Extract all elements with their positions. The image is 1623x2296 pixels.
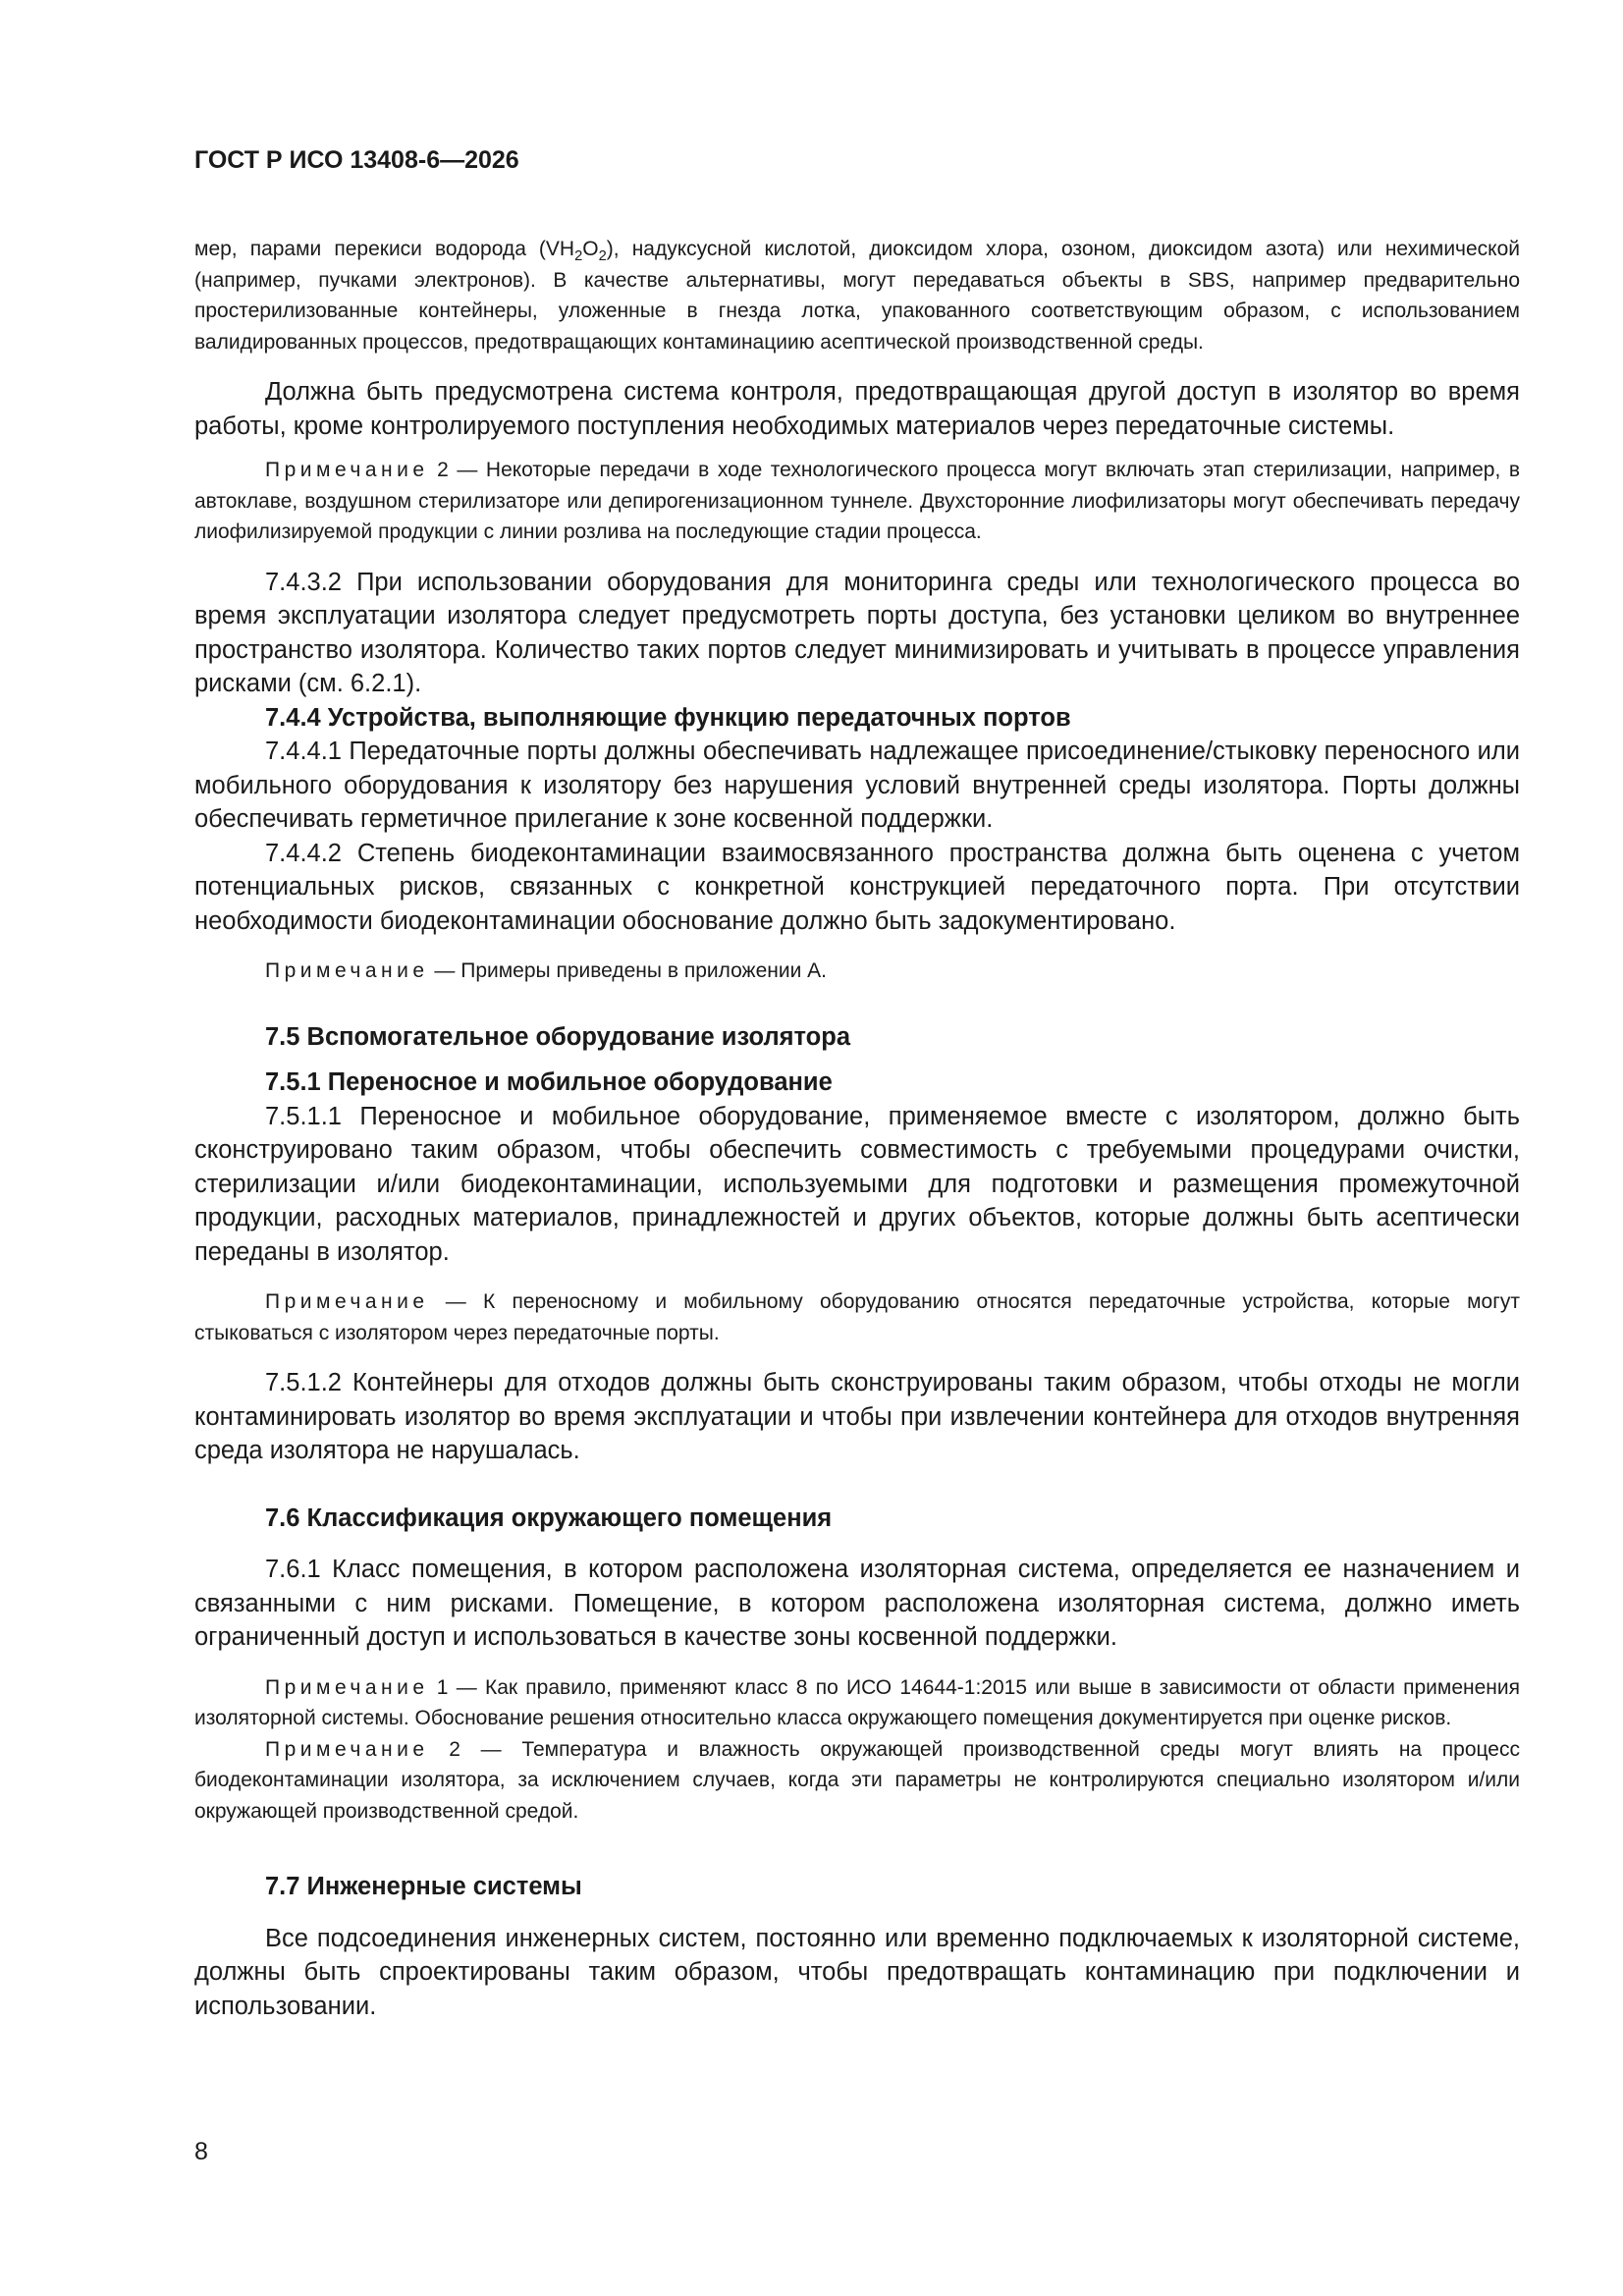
note-transfers xyxy=(194,455,1520,548)
paragraph-control-system: Должна быть предусмотрена система контроля, предотвращающая другой доступ в изолятор во время работы, кроме контролируемого поступления необходимых материалов через передаточные системы. xyxy=(194,378,1520,440)
page-content xyxy=(194,145,1520,2023)
note-examples xyxy=(194,956,1520,987)
heading-7-6: 7.6 Классификация окружающего помещения xyxy=(265,1503,833,1532)
paragraph-7-5-1-2: 7.5.1.2 Контейнеры для отходов должны быть сконструированы таким образом, чтобы отходы не могли контаминировать изолятор во время эксплуатации и чтобы при извлечении контейнера для отходов внутренняя среда изолятора не нарушалась. xyxy=(194,1369,1520,1464)
note-label: Примечание xyxy=(265,959,429,982)
heading-7-7: 7.7 Инженерные системы xyxy=(265,1873,582,1900)
note-label: Примечание xyxy=(265,1675,429,1699)
note-label: Примечание xyxy=(265,1737,429,1761)
note-mobile-equipment xyxy=(194,1286,1520,1348)
note-class-8 xyxy=(194,1672,1520,1734)
note-label: Примечание xyxy=(265,1290,429,1313)
paragraph-continuation xyxy=(194,234,1520,357)
note-text: — Примеры приведены в приложении А. xyxy=(428,959,828,982)
document-header: ГОСТ Р ИСО 13408-6—2026 xyxy=(194,146,519,174)
heading-7-4-4: 7.4.4 Устройства, выполняющие функцию передаточных портов xyxy=(265,703,1071,732)
heading-7-5: 7.5 Вспомогательное оборудование изолятора xyxy=(265,1022,851,1051)
heading-7-5-1: 7.5.1 Переносное и мобильное оборудование xyxy=(265,1068,833,1096)
paragraph-7-6-1: 7.6.1 Класс помещения, в котором расположена изоляторная система, определяется ее назначением и связанными с ним рисками. Помещение, в котором расположена изоляторная система, должно иметь ограниченный доступ и использоваться в качестве зоны косвенной поддержки. xyxy=(194,1556,1520,1651)
subscript: 2 xyxy=(598,248,607,265)
paragraph-text-part: ), надуксусной кислотой, диоксидом хлора, озоном, диоксидом азота) или нехимической (например, пучками электронов). В качестве альтернативы, могут передаваться объекты в SBS, например предварительно простерилизованные контейнеры, уложенные в гнезда лотка, упакованного соответствующим образом, с использованием валидированных процессов, предотвращающих контаминациию асептической производственной среды. xyxy=(194,238,1520,354)
note-text: 2 — Температура и влажность окружающей производственной среды могут влиять на процесс биодеконтаминации изолятора, за исключением случаев, когда эти параметры не контролируются специально изолятором и/или окружающей производственной средой. xyxy=(194,1737,1520,1823)
paragraph-7-4-3-2: 7.4.3.2 При использовании оборудования для мониторинга среды или технологического процесса во время эксплуатации изолятора следует предусмотреть порты доступа, без установки целиком во внутреннее пространство изолятора. Количество таких портов следует минимизировать и учитывать в процессе управления рисками (см. 6.2.1). xyxy=(194,568,1520,697)
paragraph-text-part: O xyxy=(582,238,599,260)
paragraph-text-part: мер, парами перекиси водорода (VH xyxy=(194,238,575,260)
note-text: 1 — Как правило, применяют класс 8 по ИСО 14644-1:2015 или выше в зависимости от области применения изоляторной системы. Обоснование решения относительно класса окружающего помещения документируется при оценке рисков. xyxy=(194,1675,1520,1729)
paragraph-7-4-4-2: 7.4.4.2 Степень биодеконтаминации взаимосвязанного пространства должна быть оценена с учетом потенциальных рисков, связанных с конкретной конструкцией передаточного порта. При отсутствии необходимости биодеконтаминации обоснование должно быть задокументировано. xyxy=(194,839,1520,935)
paragraph-engineering-systems: Все подсоединения инженерных систем, постоянно или временно подключаемых к изоляторной системе, должны быть спроектированы таким образом, чтобы предотвращать контаминацию при подключении и использовании. xyxy=(194,1924,1520,2020)
paragraph-7-4-4-1: 7.4.4.1 Передаточные порты должны обеспечивать надлежащее присоединение/стыковку переносного или мобильного оборудования к изолятору без нарушения условий внутренней среды изолятора. Порты должны обеспечивать герметичное прилегание к зоне косвенной поддержки. xyxy=(194,738,1520,833)
note-label: Примечание xyxy=(265,459,429,481)
note-text: 2 — Некоторые передачи в ходе технологического процесса могут включать этап стерилизации, например, в автоклаве, воздушном стерилизаторе или депирогенизационном туннеле. Двухсторонние лиофилизаторы могут обеспечивать передачу лиофилизируемой продукции с линии розлива на последующие стадии процесса. xyxy=(194,459,1520,543)
note-text: — К переносному и мобильному оборудованию относятся передаточные устройства, которые могут стыковаться с изолятором через передаточные порты. xyxy=(194,1290,1520,1344)
subscript: 2 xyxy=(574,248,583,265)
paragraph-7-5-1-1: 7.5.1.1 Переносное и мобильное оборудование, применяемое вместе с изолятором, должно быть сконструировано таким образом, чтобы обеспечить совместимость с требуемыми процедурами очистки, стерилизации и/или биодеконтаминации, используемыми для подготовки и размещения промежуточной продукции, расходных материалов, принадлежностей и других объектов, которые должны быть асептически переданы в изолятор. xyxy=(194,1102,1520,1266)
page-number: 8 xyxy=(194,2138,208,2165)
note-temperature xyxy=(194,1734,1520,1828)
